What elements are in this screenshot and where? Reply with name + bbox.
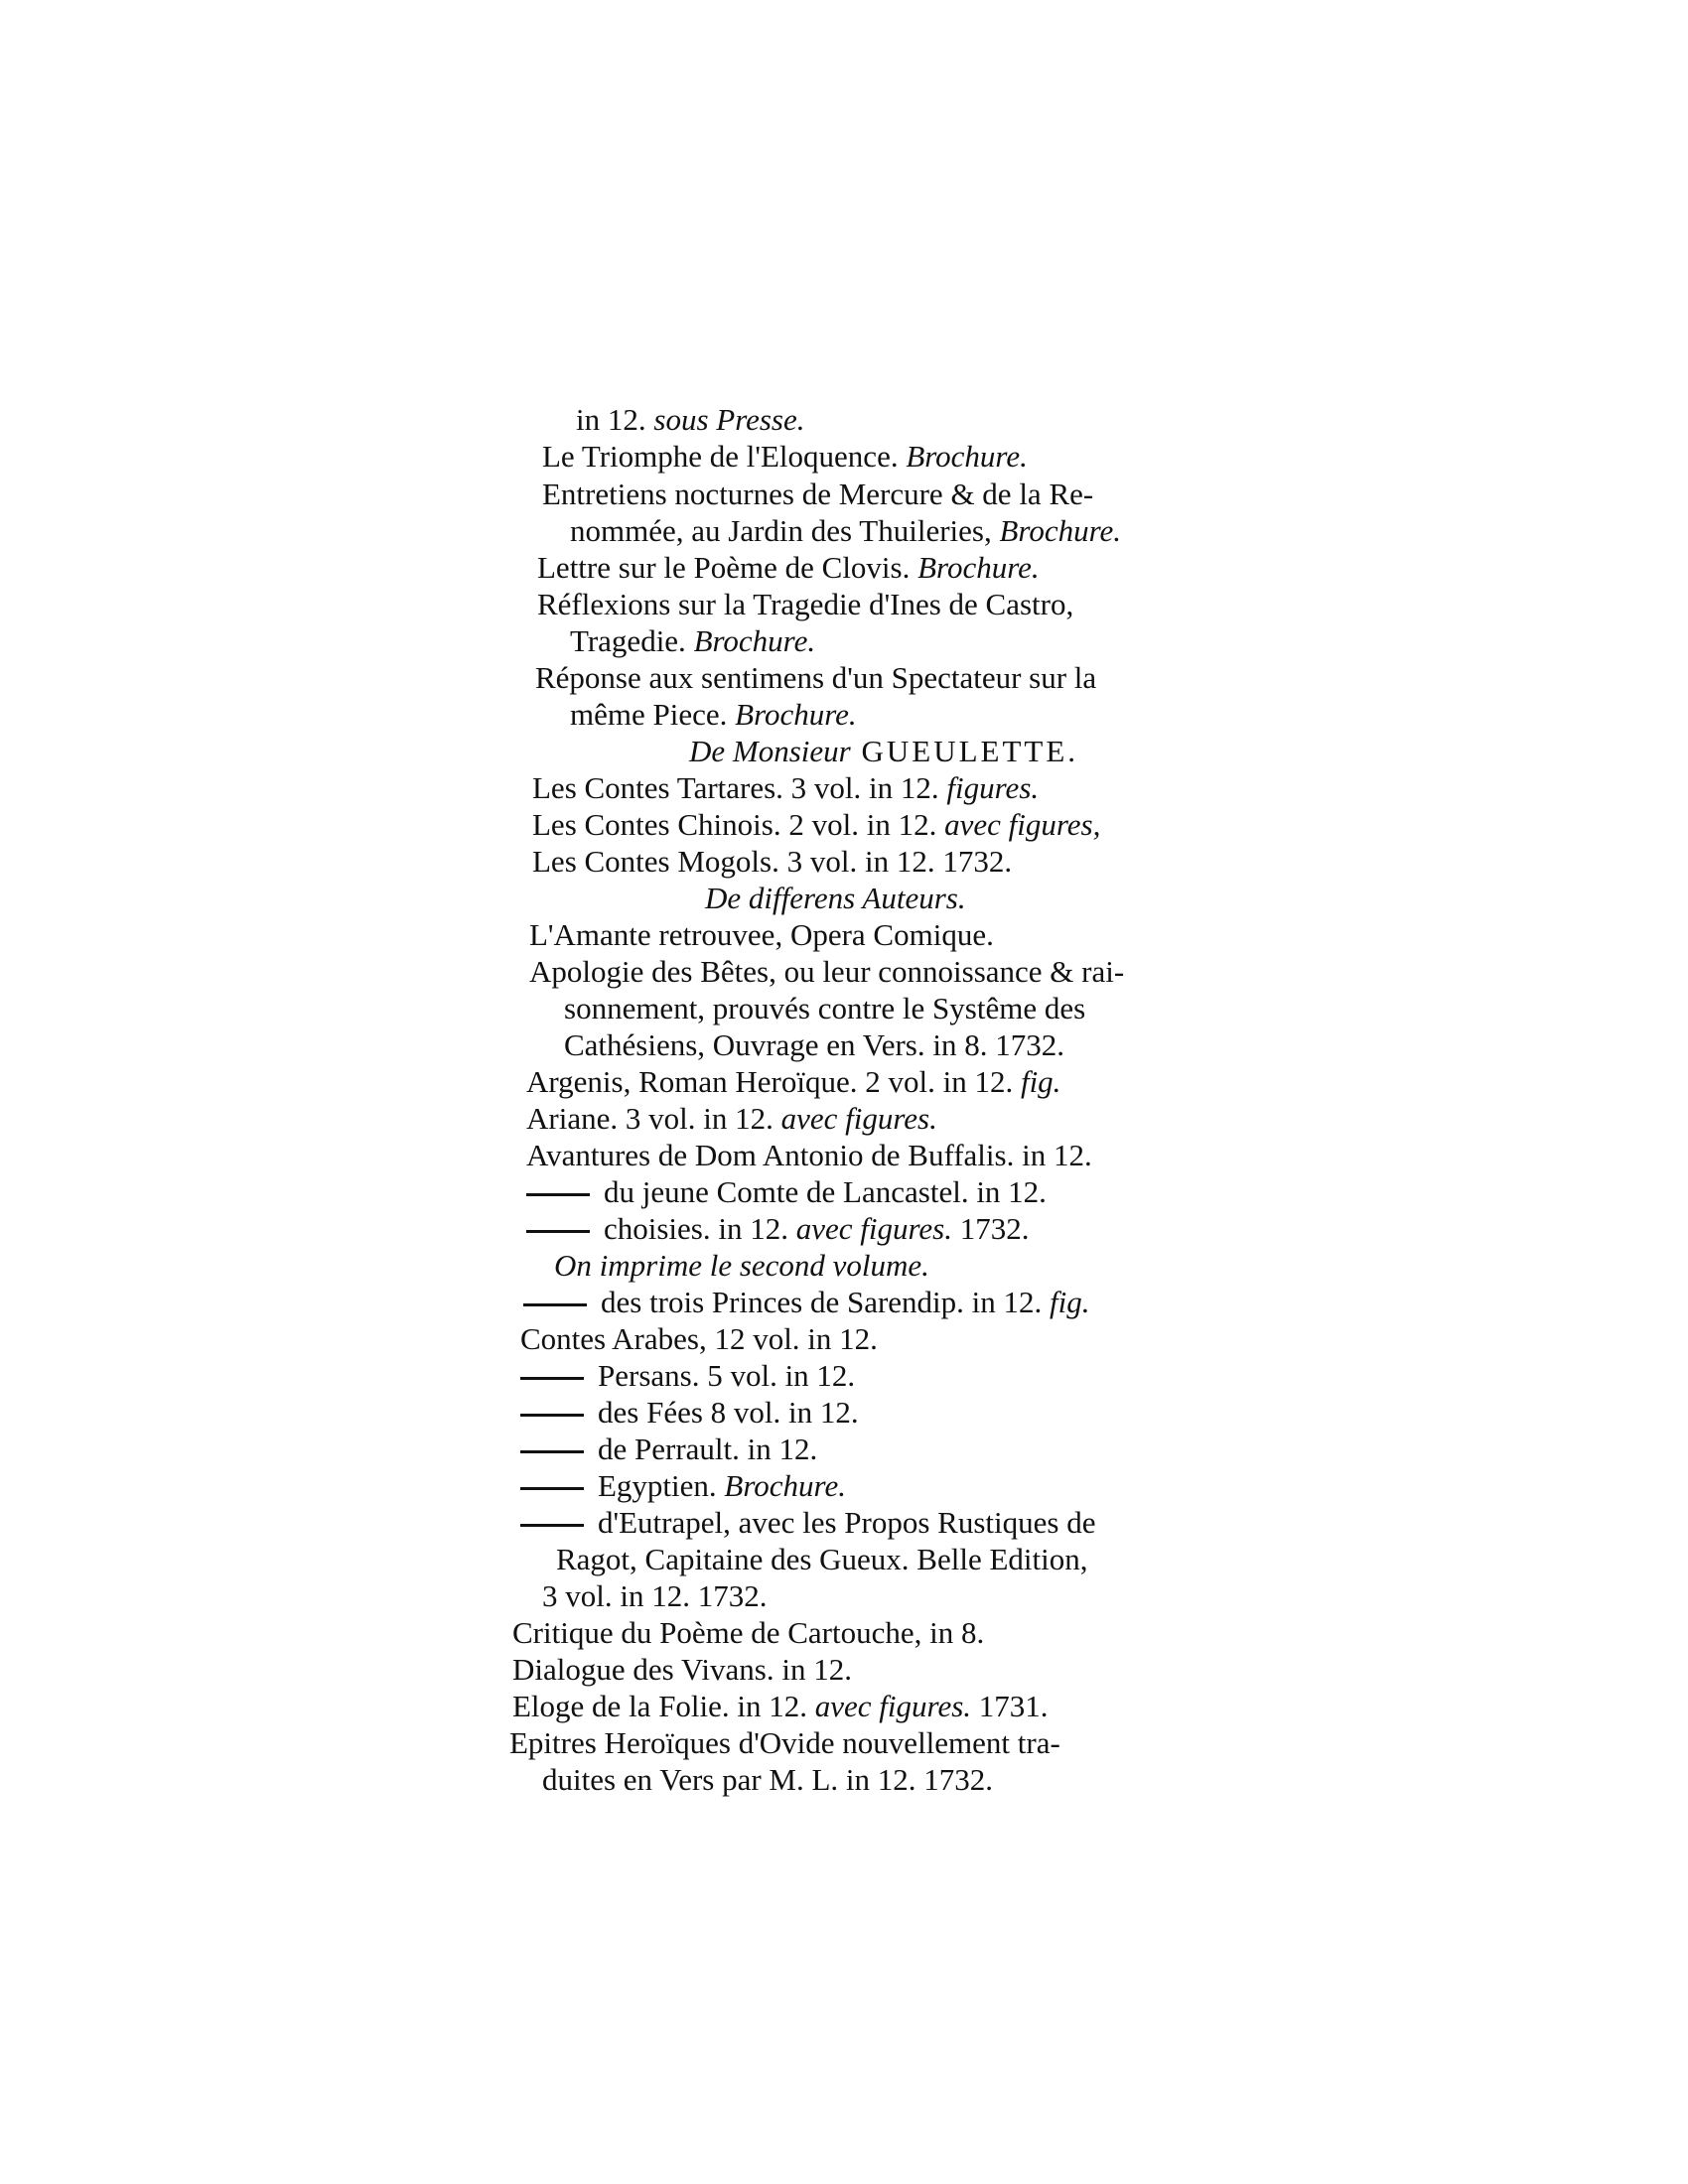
ditto-dash (520, 1524, 584, 1527)
text-line: 3 vol. in 12. 1732. (542, 1578, 768, 1613)
text-line: Argenis, Roman Heroïque. 2 vol. in 12. fig. (526, 1064, 1061, 1099)
text-line: du jeune Comte de Lancastel. in 12. (526, 1174, 1047, 1210)
text-line: Epitres Heroïques d'Ovide nouvellement tra- (509, 1725, 1060, 1760)
text-line: Ragot, Capitaine des Gueux. Belle Edition, (556, 1542, 1088, 1576)
text-line: Contes Arabes, 12 vol. in 12. (520, 1321, 878, 1356)
text-line: Dialogue des Vivans. in 12. (512, 1652, 852, 1687)
text-line: Egyptien. Brochure. (520, 1468, 846, 1504)
text-line: Avantures de Dom Antonio de Buffalis. in 12. (526, 1138, 1092, 1172)
text-line: même Piece. Brochure. (570, 697, 857, 732)
text-line: Réflexions sur la Tragedie d'Ines de Castro, (537, 587, 1074, 621)
text-line: Cathésiens, Ouvrage en Vers. in 8. 1732. (564, 1027, 1064, 1062)
ditto-dash (520, 1487, 584, 1490)
text-line: Le Triomphe de l'Eloquence. Brochure. (542, 439, 1028, 474)
text-line: Apologie des Bêtes, ou leur connoissance & rai- (529, 954, 1125, 989)
ditto-dash (520, 1450, 584, 1453)
text-line: nommée, au Jardin des Thuileries, Brochure. (570, 513, 1122, 548)
text-line: Tragedie. Brochure. (570, 623, 816, 658)
text-line: On imprime le second volume. (554, 1248, 929, 1283)
author-heading: De Monsieur GUEULETTE. (689, 734, 1079, 768)
text-line: des Fées 8 vol. in 12. (520, 1395, 859, 1431)
text-line: Lettre sur le Poème de Clovis. Brochure. (537, 550, 1040, 585)
text-line: choisies. in 12. avec figures. 1732. (526, 1211, 1030, 1247)
text-line: Ariane. 3 vol. in 12. avec figures. (526, 1101, 937, 1136)
text-line: L'Amante retrouvee, Opera Comique. (529, 917, 994, 952)
ditto-dash (520, 1377, 584, 1380)
section-heading: De differens Auteurs. (705, 881, 966, 915)
text-line: de Perrault. in 12. (520, 1432, 817, 1467)
ditto-dash (526, 1193, 590, 1196)
text-line: Entretiens nocturnes de Mercure & de la Re- (542, 477, 1094, 511)
text-line: Critique du Poème de Cartouche, in 8. (512, 1615, 985, 1650)
text-line: Persans. 5 vol. in 12. (520, 1358, 855, 1394)
ditto-dash (520, 1414, 584, 1417)
text-line: sonnement, prouvés contre le Systême des (564, 991, 1086, 1025)
ditto-dash (526, 1230, 590, 1233)
text-line: Réponse aux sentimens d'un Spectateur sur la (535, 660, 1097, 695)
text-line: des trois Princes de Sarendip. in 12. fig. (523, 1285, 1090, 1320)
text-line: in 12. sous Presse. (576, 402, 805, 437)
text-line: Les Contes Tartares. 3 vol. in 12. figures. (532, 770, 1040, 805)
ditto-dash (523, 1303, 587, 1306)
text-line: Les Contes Chinois. 2 vol. in 12. avec figures, (532, 807, 1101, 842)
text-line: Les Contes Mogols. 3 vol. in 12. 1732. (532, 844, 1013, 879)
text-line: d'Eutrapel, avec les Propos Rustiques de (520, 1505, 1095, 1541)
text-line: duites en Vers par M. L. in 12. 1732. (542, 1762, 994, 1797)
text-line: Eloge de la Folie. in 12. avec figures. 1731. (512, 1689, 1049, 1723)
